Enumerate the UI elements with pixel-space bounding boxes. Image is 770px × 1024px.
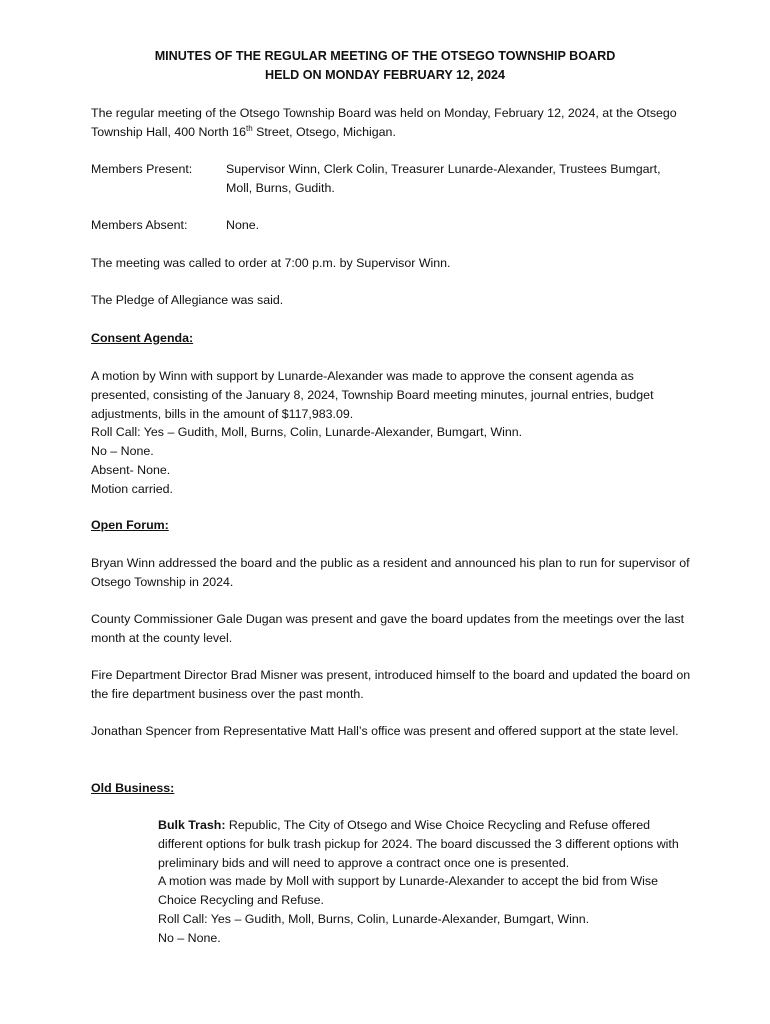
members-present-label: Members Present: xyxy=(91,162,193,176)
bulk-trash-motion: A motion was made by Moll with support by Lunarde-Alexander to accept the bid from Wise Choice Recycling and Refuse. xyxy=(158,874,658,908)
consent-agenda-absent: Absent- None. xyxy=(91,462,171,477)
document-title-line-1: MINUTES OF THE REGULAR MEETING OF THE OTSEGO TOWNSHIP BOARD xyxy=(154,49,616,63)
members-absent-value: None. xyxy=(226,218,260,232)
intro-paragraph xyxy=(91,104,691,142)
open-forum-paragraph-3: Fire Department Director Brad Misner was present, introduced himself to the board and updated the board on the fire department business over the past month. xyxy=(91,668,691,701)
bulk-trash-roll-call: Roll Call: Yes – Gudith, Moll, Burns, Colin, Lunarde-Alexander, Bumgart, Winn. xyxy=(158,911,590,926)
old-business-heading: Old Business: xyxy=(91,781,175,795)
intro-text: The regular meeting of the Otsego Township Board was held on Monday, February 12, 2024, at the Otsego Township Hall, 400 North 16 xyxy=(91,106,677,139)
consent-agenda-roll-call: Roll Call: Yes – Gudith, Moll, Burns, Colin, Lunarde-Alexander, Bumgart, Winn. xyxy=(91,425,523,440)
members-absent-label: Members Absent: xyxy=(91,218,188,232)
bulk-trash-section xyxy=(158,816,688,948)
bulk-trash-text: Republic, The City of Otsego and Wise Choice Recycling and Refuse offered different options for bulk trash pickup for 2024. The board discussed the 3 different options with preliminary bids and will need to approve a contract once one is presented. xyxy=(158,818,679,870)
open-forum-paragraph-1: Bryan Winn addressed the board and the public as a resident and announced his plan to run for supervisor of Otsego Township in 2024. xyxy=(91,556,690,589)
open-forum-paragraph-2: County Commissioner Gale Dugan was present and gave the board updates from the meetings over the last month at the county level. xyxy=(91,612,685,645)
members-present-value: Supervisor Winn, Clerk Colin, Treasurer Lunarde-Alexander, Trustees Bumgart, Moll, Burns, Gudith. xyxy=(226,162,661,195)
open-forum-paragraph-4: Jonathan Spencer from Representative Matt Hall’s office was present and offered support at the state level. xyxy=(91,724,679,738)
open-forum-heading: Open Forum: xyxy=(91,518,169,532)
consent-agenda-motion: A motion by Winn with support by Lunarde-Alexander was made to approve the consent agenda as presented, consisting of the January 8, 2024, Township Board meeting minutes, journal entries, budget adjustments, bills in the amount of $117,983.09. xyxy=(91,369,654,421)
consent-agenda-section xyxy=(91,367,691,499)
ordinal-suffix: th xyxy=(245,123,253,133)
consent-agenda-no: No – None. xyxy=(91,444,154,459)
bulk-trash-paragraph xyxy=(158,816,688,872)
intro-text-end: Street, Otsego, Michigan. xyxy=(252,124,396,139)
bulk-trash-label: Bulk Trash: xyxy=(158,818,226,832)
consent-agenda-result: Motion carried. xyxy=(91,481,173,496)
pledge-statement: The Pledge of Allegiance was said. xyxy=(91,293,284,307)
consent-agenda-heading: Consent Agenda: xyxy=(91,331,194,345)
document-title-line-2: HELD ON MONDAY FEBRUARY 12, 2024 xyxy=(264,68,506,82)
bulk-trash-no: No – None. xyxy=(158,930,221,945)
call-to-order: The meeting was called to order at 7:00 p.m. by Supervisor Winn. xyxy=(91,256,451,270)
